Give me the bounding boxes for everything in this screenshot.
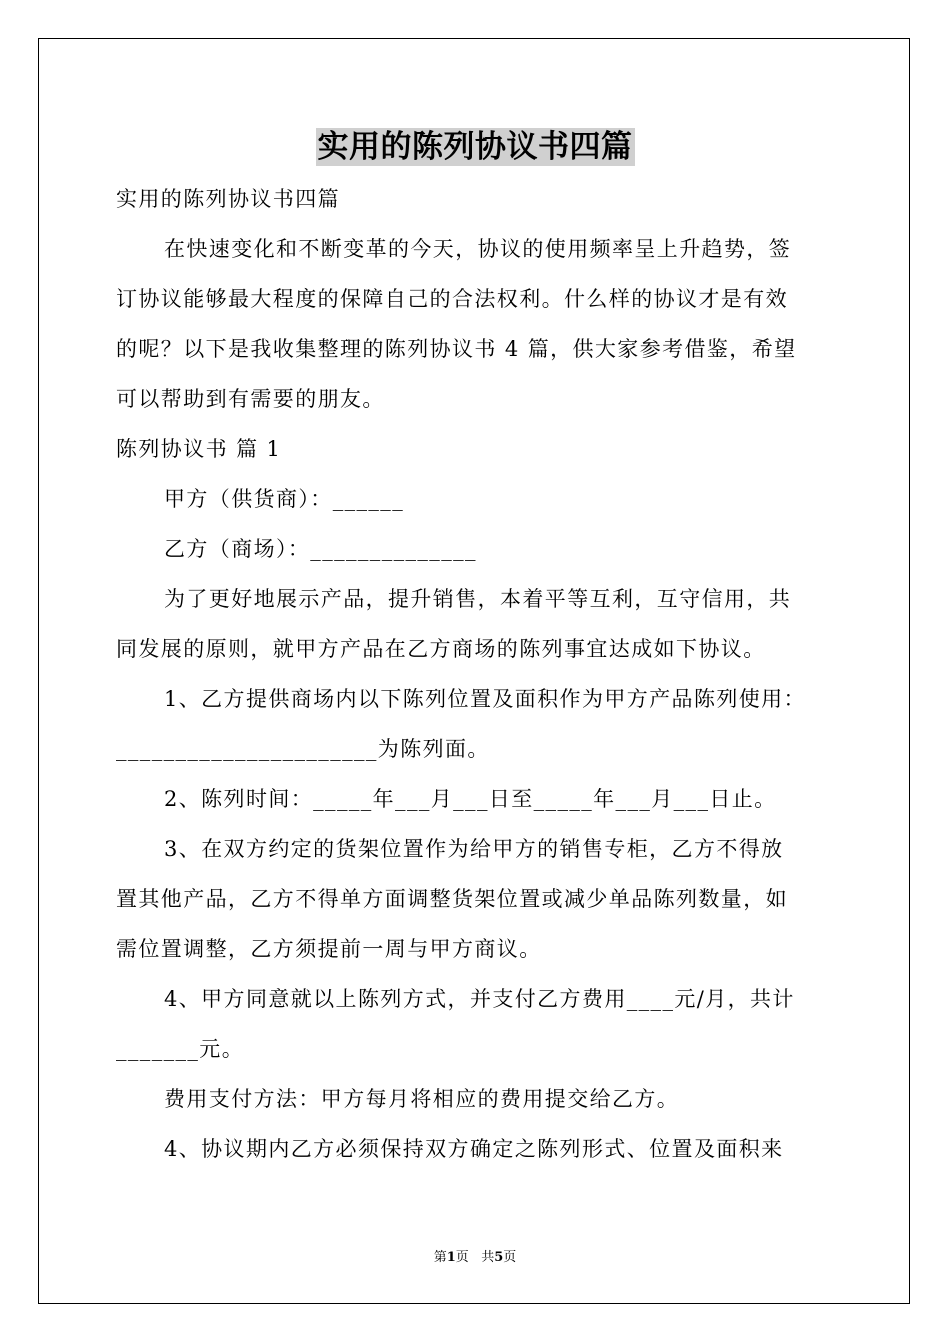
clause-4-line-2: _______元。 [116, 1037, 245, 1061]
title-container [0, 128, 950, 166]
intro-line-4: 可以帮助到有需要的朋友。 [116, 387, 385, 411]
clause-1-line-2: ______________________为陈列面。 [116, 737, 490, 761]
clause-2-line: 2、陈列时间：_____年___月___日至_____年___月___日止。 [164, 787, 777, 811]
footer-page-total: 5 [494, 1250, 504, 1265]
clause-3-line-2: 置其他产品，乙方不得单方面调整货架位置或减少单品陈列数量，如 [116, 887, 788, 911]
clause-4b-line-1: 4、协议期内乙方必须保持双方确定之陈列形式、位置及面积来 [164, 1137, 784, 1161]
footer-page-mid: 页 共 [455, 1250, 495, 1265]
intro-line-1: 在快速变化和不断变革的今天，协议的使用频率呈上升趋势，签 [164, 237, 792, 261]
clause-3-line-3: 需位置调整，乙方须提前一周与甲方商议。 [116, 937, 542, 961]
footer-page-prefix: 第 [433, 1250, 447, 1265]
party-a-line: 甲方（供货商）：______ [164, 487, 405, 511]
page-footer [0, 1250, 950, 1266]
preamble-line-2: 同发展的原则，就甲方产品在乙方商场的陈列事宜达成如下协议。 [116, 637, 766, 661]
clause-1-line-1: 1、乙方提供商场内以下陈列位置及面积作为甲方产品陈列使用： [164, 687, 806, 711]
document-title: 实用的陈列协议书四篇 [317, 129, 633, 165]
intro-line-3: 的呢？以下是我收集整理的陈列协议书 4 篇，供大家参考借鉴，希望 [116, 337, 797, 361]
page-border [38, 38, 910, 1304]
intro-line-2: 订协议能够最大程度的保障自己的合法权利。什么样的协议才是有效 [116, 287, 788, 311]
clause-3-line-1: 3、在双方约定的货架位置作为给甲方的销售专柜，乙方不得放 [164, 837, 784, 861]
clause-4-line-1: 4、甲方同意就以上陈列方式，并支付乙方费用____元/月，共计 [164, 987, 795, 1011]
payment-method-line: 费用支付方法：甲方每月将相应的费用提交给乙方。 [164, 1087, 680, 1111]
preamble-line-1: 为了更好地展示产品，提升销售，本着平等互利，互守信用，共 [164, 587, 792, 611]
footer-page-current: 1 [446, 1250, 456, 1265]
section-heading: 陈列协议书 篇 1 [116, 437, 282, 461]
subtitle-line: 实用的陈列协议书四篇 [116, 187, 340, 211]
party-b-line: 乙方（商场）：______________ [164, 537, 477, 561]
footer-page-suffix: 页 [503, 1250, 517, 1265]
